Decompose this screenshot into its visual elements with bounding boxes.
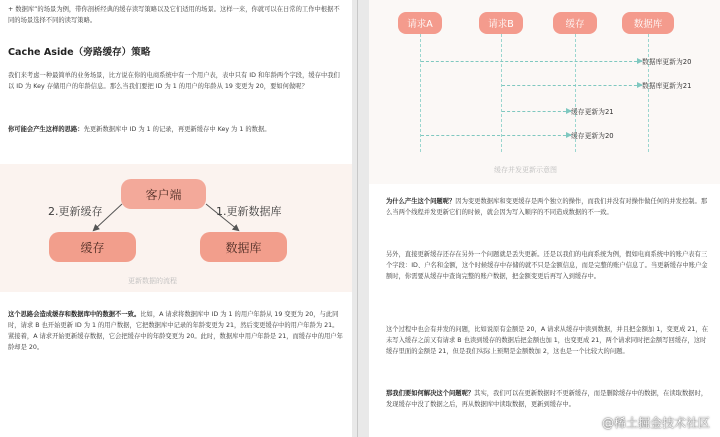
paragraph-solution-text: 其实，我们可以在更新数据时不更新缓存，而是删除缓存中的数据，在读取数据时，发现缓存中没了数据之后，再从数据库中读取数据，更新到缓存中。 — [386, 390, 708, 408]
figure-caption-right: 缓存并发更新示意图 — [494, 166, 557, 174]
intro-paragraph: + 数据库”的场景为例，带你剖析经典的缓存读写策略以及它们适用的场景。这样一来，你就可以在日常的工作中根据不同的场景选择不同的读写策略。 — [8, 6, 340, 24]
paragraph-idea — [8, 124, 344, 135]
label-update-cache: 2.更新缓存 — [48, 205, 103, 218]
figure-caption: 更新数据的流程 — [128, 277, 177, 285]
paragraph-lost-update: 另外，直接更新缓存还存在另外一个问题就是丢失更新。还是以我们的电商系统为例，假如电商系统中的账户表有三个字段：ID、户名和金额，这个时候缓存中存储的就不只是金额信息，而是完整的账户信息了。当更新缓存中账户金额时，你需要从缓存中查询完整的账户数据，把金额变更后再写入到缓存中。 — [386, 251, 708, 280]
arrow-b-to-cache — [502, 111, 571, 112]
paragraph-scenario: 我们来考虑一种最简单的业务场景，比方说在你的电商系统中有一个用户表，表中只有 ID 和年龄两个字段，缓存中我们以 ID 为 Key 存储用户的年龄信息。那么当我们要把 ID 为 1 的用户的年龄从 19 变更为 20，要如何做呢？ — [8, 72, 340, 90]
flow-arrows — [0, 164, 352, 292]
actor-database: 数据库 — [622, 12, 674, 34]
label-update-database: 1.更新数据库 — [216, 205, 282, 218]
database-box: 数据库 — [200, 232, 287, 262]
paragraph-idea-bold: 你可能会产生这样的思路： — [8, 126, 84, 133]
paragraph-why-bold: 为什么产生这个问题呢？ — [386, 198, 456, 205]
page-divider — [357, 0, 358, 437]
paragraph-solution — [386, 388, 712, 410]
actor-request-b: 请求B — [479, 12, 523, 34]
section-heading: Cache Aside（旁路缓存）策略 — [8, 47, 151, 58]
label-db-20: 数据库更新为20 — [642, 58, 692, 66]
paragraph-why-text: 因为变更数据库和变更缓存是两个独立的操作，而我们并没有对操作做任何的并发控制。那么当两个线程并发更新它们的时候，就会因为写入顺序的不同造成数据的不一致。 — [386, 198, 708, 216]
label-db-21: 数据库更新为21 — [642, 82, 692, 90]
lifeline-database — [648, 34, 649, 152]
arrow-a-to-db — [421, 61, 642, 62]
watermark: @稀土掘金技术社区 — [601, 416, 710, 430]
paragraph-why — [386, 196, 712, 218]
actor-cache: 缓存 — [553, 12, 597, 34]
paragraph-inconsistency — [8, 309, 344, 353]
update-flow-diagram — [0, 164, 352, 292]
arrow-a-to-cache — [421, 135, 571, 136]
right-page — [369, 0, 720, 437]
arrow-b-to-db — [502, 85, 642, 86]
client-box: 客户端 — [121, 179, 206, 209]
paragraph-idea-text: 先更新数据库中 ID 为 1 的记录，再更新缓存中 Key 为 1 的数据。 — [83, 126, 271, 133]
concurrency-diagram — [369, 0, 720, 184]
left-page — [0, 0, 352, 437]
paragraph-concurrency: 这个过程中也会有并发的问题，比如说原有金额是 20，A 请求从缓存中读到数据，并且把金额加 1，变更成 21，在未写入缓存之前又有请求 B 也读到缓存的数据后把金额也加 1，也变更成 21，两个请求同时把金额写回缓存，这时缓存里面的金额是 21，但是我们实际上预期是金额数加 2，这也是一个比较大的问题。 — [386, 326, 709, 355]
paragraph-solution-bold: 那我们要如何解决这个问题呢？ — [386, 390, 475, 397]
cache-box: 缓存 — [49, 232, 136, 262]
paragraph-inconsistency-bold: 这个思路会造成缓存和数据库中的数据不一致。 — [8, 311, 141, 318]
label-cache-21: 缓存更新为21 — [571, 108, 614, 116]
actor-request-a: 请求A — [398, 12, 442, 34]
paragraph-inconsistency-text: 比如，A 请求将数据库中 ID 为 1 的用户年龄从 19 变更为 20，与此同时，请求 B 也开始更新 ID 为 1 的用户数据，它把数据库中记录的年龄变更为 21，然后变更缓存中的用户年龄为 21。紧接着，A 请求开始更新缓存数据，它会把缓存中的年龄变更为 20。此时，数据库中用户年龄是 21，而缓存中的用户年龄却是 20。 — [8, 311, 343, 351]
label-cache-20: 缓存更新为20 — [571, 132, 614, 140]
